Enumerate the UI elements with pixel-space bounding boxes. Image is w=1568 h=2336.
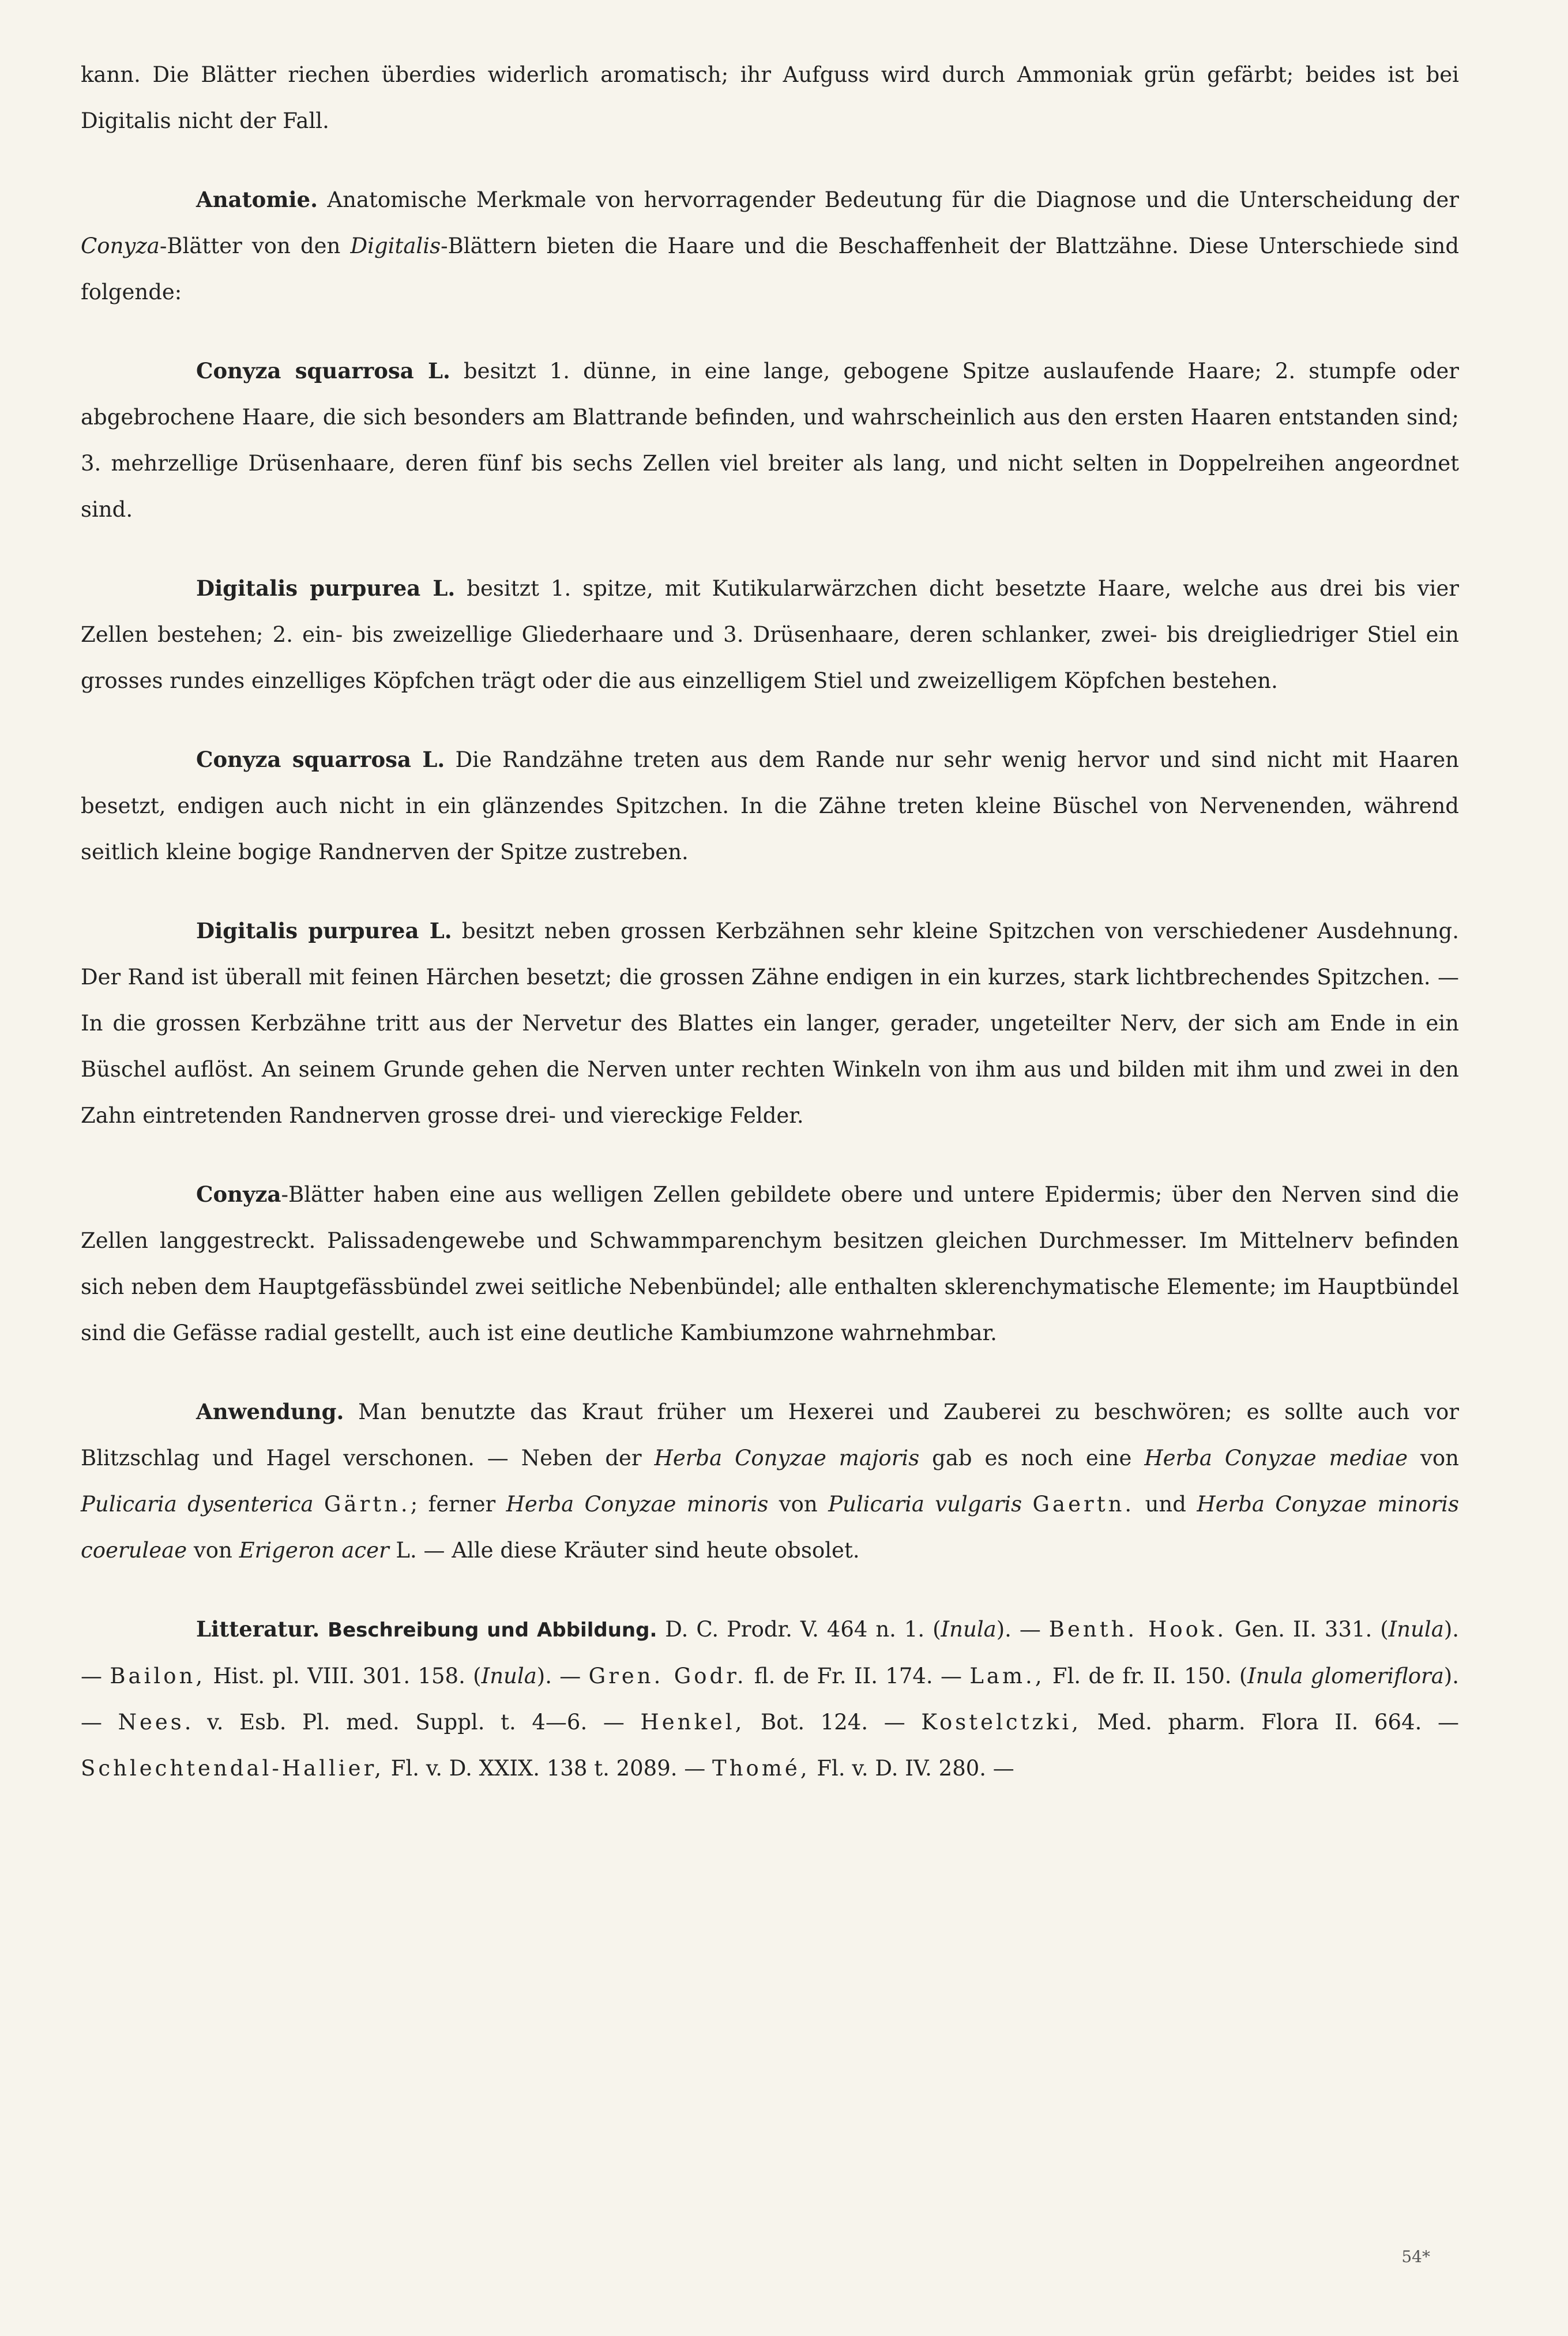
litteratur-paragraph: Litteratur. Beschreibung und Abbildung. D. C. Prodr. V. 464 n. 1. (Inula). — Benth. Hook. Gen. II. 331. (Inula). — Bailon, Hist. pl. VIII. 301. 158. (Inula). — Gren. Godr. fl. de Fr. II. 174. — Lam., Fl. de fr. II. 150. (Inula glomeriflora). — Nees. v. Esb. Pl. med. Suppl. t. 4—6. — Henkel, Bot. 124. — Kostelctzki, Med. pharm. Flora II. 664. — Schlechtendal-Hallier, Fl. v. D. XXIX. 138 t. 2089. — Thomé, Fl. v. D. IV. 280. — (81, 1616, 1460, 1781)
species-name: Conyza squarrosa L. (196, 358, 450, 383)
species-name: Digitalis purpurea L. (196, 918, 452, 943)
species-name: Conyza squarrosa L. (196, 747, 445, 772)
digitalis-teeth-paragraph: Digitalis purpurea L. besitzt neben grossen Kerbzähnen sehr kleine Spitzchen von verschiedener Ausdehnung. Der Rand ist überall mit feinen Härchen besetzt; die grossen Zähne endigen in ein kurzes, stark lichtbrechendes Spitzchen. — In die grossen Kerbzähne tritt aus der Nervetur des Blattes ein langer, gerader, ungeteilter Nerv, der sich am Ende in ein Büschel auflöst. An seinem Grunde gehen die Nerven unter rechten Winkeln von ihm aus und bilden mit ihm und zwei in den Zahn eintretenden Randnerven grosse drei- und viereckige Felder. (81, 918, 1460, 1128)
species-name: Conyza (196, 1182, 281, 1207)
conyza-hairs-paragraph: Conyza squarrosa L. besitzt 1. dünne, in eine lange, gebogene Spitze auslaufende Haare; 2. stumpfe oder abgebrochene Haare, die sich besonders am Blattrande befinden, und wahrscheinlich aus den ersten Haaren entstanden sind; 3. mehrzellige Drüsenhaare, deren fünf bis sechs Zellen viel breiter als lang, und nicht selten in Doppelreihen angeordnet sind. (81, 358, 1459, 522)
anwendung-paragraph: Anwendung. Man benutzte das Kraut früher um Hexerei und Zauberei zu beschwören; es sollte auch vor Blitzschlag und Hagel verschonen. — Neben der Herba Conyzae majoris gab es noch eine Herba Conyzae mediae von Pulicaria dysenterica Gärtn.; ferner Herba Conyzae minoris von Pulicaria vulgaris Gaertn. und Herba Conyzae minoris coeruleae von Erigeron acer L. — Alle diese Kräuter sind heute obsolet. (81, 1399, 1459, 1563)
conyza-anatomy-paragraph: Conyza-Blätter haben eine aus welligen Zellen gebildete obere und untere Epidermis; über den Nerven sind die Zellen langgestreckt. Palissadengewebe und Schwammparenchym besitzen gleichen Durchmesser. Im Mittelnerv befinden sich neben dem Hauptgefässbündel zwei seitliche Nebenbündel; alle enthalten sklerenchymatische Elemente; im Hauptbündel sind die Gefässe radial gestellt, auch ist eine deutliche Kambiumzone wahrnehmbar. (81, 1182, 1459, 1345)
page-number: 54* (1401, 2247, 1430, 2266)
litteratur-heading: Litteratur. (196, 1616, 320, 1642)
species-name: Digitalis purpurea L. (196, 575, 456, 601)
anatomie-heading: Anatomie. (196, 187, 318, 212)
intro-paragraph: kann. Die Blätter riechen überdies widerlich aromatisch; ihr Aufguss wird durch Ammoniak grün gefärbt; beides ist bei Digitalis nicht der Fall. (81, 62, 1459, 133)
document-page (81, 52, 1459, 2278)
litteratur-subheading: Beschreibung und Abbildung. (328, 1619, 657, 1642)
conyza-teeth-paragraph: Conyza squarrosa L. Die Randzähne treten aus dem Rande nur sehr wenig hervor und sind nicht mit Haaren besetzt, endigen auch nicht in ein glänzendes Spitzchen. In die Zähne treten kleine Büschel von Nervenenden, während seitlich kleine bogige Randnerven der Spitze zustreben. (81, 747, 1459, 864)
anatomie-paragraph: Anatomie. Anatomische Merkmale von hervorragender Bedeutung für die Diagnose und die Unterscheidung der Conyza-Blätter von den Digitalis-Blättern bieten die Haare und die Beschaffenheit der Blattzähne. Diese Unterschiede sind folgende: (81, 187, 1460, 304)
anwendung-heading: Anwendung. (196, 1399, 344, 1424)
digitalis-hairs-paragraph: Digitalis purpurea L. besitzt 1. spitze, mit Kutikularwärzchen dicht besetzte Haare, welche aus drei bis vier Zellen bestehen; 2. ein- bis zweizellige Gliederhaare und 3. Drüsenhaare, deren schlanker, zwei- bis dreigliedriger Stiel ein grosses rundes einzelliges Köpfchen trägt oder die aus einzelligem Stiel und zweizelligem Köpfchen bestehen. (81, 575, 1459, 693)
